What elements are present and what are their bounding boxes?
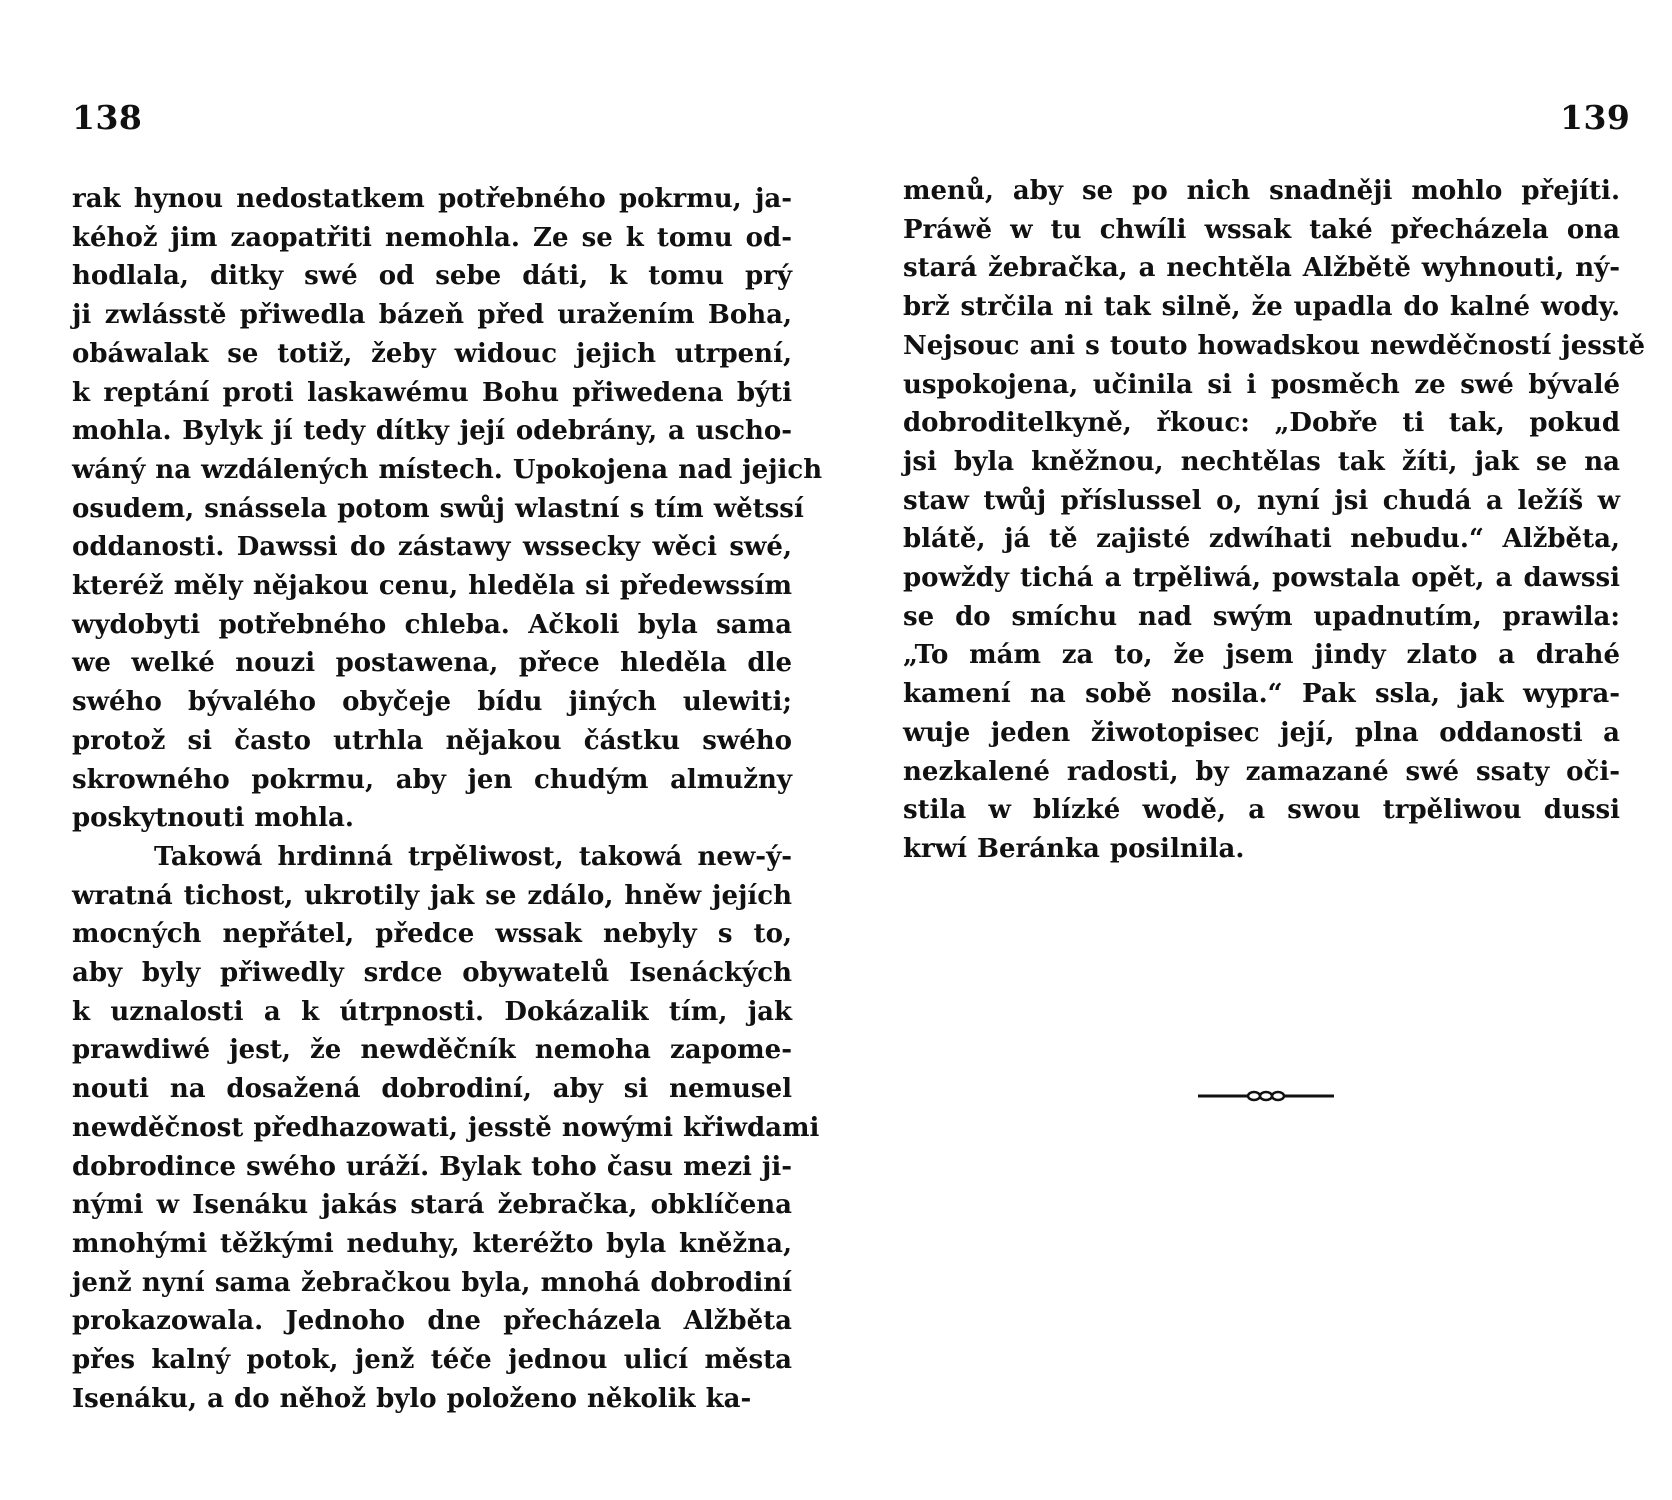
- page-number-right: 139: [1560, 98, 1631, 137]
- end-ornament-icon: [1196, 1086, 1336, 1106]
- text-line: dobrodince swého uráží. Bylak toho času mezi ji-: [72, 1151, 792, 1182]
- text-line: staw twůj příslussel o, nyní jsi chudá a ležíš w: [903, 485, 1620, 516]
- text-line: wáný na wzdálených místech. Upokojena nad jejich: [72, 454, 823, 485]
- text-line: nými w Isenáku jakás stará žebračka, obklíčena: [72, 1190, 792, 1221]
- text-line: mnohými těžkými neduhy, kteréžto byla kněžna,: [72, 1228, 792, 1259]
- text-line: swého bývalého obyčeje bídu jiných ulewiti;: [72, 687, 792, 718]
- left-page-text: [72, 180, 823, 1419]
- text-line: kteréž měly nějakou cenu, hleděla si předewssím: [72, 571, 792, 602]
- text-line: Isenáku, a do něhož bylo položeno několik ka-: [72, 1383, 752, 1414]
- text-line: krwí Beránka posilnila.: [903, 833, 1245, 864]
- text-line: protož si často utrhla nějakou částku swého: [72, 725, 792, 756]
- text-line: dobroditelkyně, řkouc: „Dobře ti tak, pokud: [903, 408, 1620, 439]
- text-line: brž strčila ni tak silně, že upadla do kalné wody.: [903, 292, 1620, 323]
- text-line: skrowného pokrmu, aby jen chudým almužny: [72, 764, 792, 795]
- text-line: uspokojena, učinila si i posměch ze swé bývalé: [903, 369, 1620, 400]
- text-line: wratná tichost, ukrotily jak se zdálo, hněw jejích: [72, 880, 792, 911]
- text-line: powždy tichá a trpěliwá, powstala opět, a dawssi: [903, 563, 1620, 594]
- text-line: Nejsouc ani s touto howadskou newděčností jesstě: [903, 330, 1646, 361]
- text-line: „To mám za to, že jsem jindy zlato a drahé: [903, 640, 1620, 671]
- text-line: blátě, já tě zajisté zdwíhati nebudu.“ Alžběta,: [903, 524, 1620, 555]
- text-line: ji zwlásstě přiwedla bázeň před uražením Boha,: [72, 300, 792, 331]
- text-line: poskytnouti mohla.: [72, 803, 354, 834]
- text-line: osudem, snássela potom swůj wlastní s tím wětssí: [72, 493, 804, 524]
- text-line: prawdiwé jest, že newděčník nemoha zapome-: [72, 1035, 792, 1066]
- text-line: kamení na sobě nosila.“ Pak ssla, jak wypra-: [903, 679, 1620, 710]
- text-line: jsi byla kněžnou, nechtělas tak žíti, jak se na: [903, 446, 1620, 477]
- text-line: Práwě w tu chwíli wssak také přecházela ona: [903, 214, 1620, 245]
- text-line: se do smíchu nad swým upadnutím, prawila:: [903, 601, 1620, 632]
- page-number-left: 138: [72, 98, 143, 137]
- text-line: k reptání proti laskawému Bohu přiwedena býti: [72, 377, 792, 408]
- text-line: aby byly přiwedly srdce obywatelů Isenáckých: [72, 958, 792, 989]
- text-line: jenž nyní sama žebračkou byla, mnohá dobrodiní: [72, 1267, 792, 1298]
- text-line: nouti na dosažená dobrodiní, aby si nemusel: [72, 1074, 792, 1105]
- text-line: we welké nouzi postawena, přece hleděla dle: [72, 648, 792, 679]
- text-line: wuje jeden žiwotopisec její, plna oddanosti a: [903, 717, 1620, 748]
- text-line: kéhož jim zaopatřiti nemohla. Ze se k tomu od-: [72, 222, 792, 253]
- text-line: nezkalené radosti, by zamazané swé ssaty oči-: [903, 756, 1620, 787]
- text-line: prokazowala. Jednoho dne přecházela Alžběta: [72, 1306, 792, 1337]
- text-line: mocných nepřátel, předce wssak nebyly s to,: [72, 919, 792, 950]
- text-line: stila w blízké wodě, a swou trpěliwou dussi: [903, 795, 1620, 826]
- text-line: Takowá hrdinná trpěliwost, takowá new-ý-: [154, 841, 792, 872]
- text-line: oddanosti. Dawssi do zástawy wssecky wěci swé,: [72, 532, 792, 563]
- text-line: wydobyti potřebného chleba. Ačkoli byla sama: [72, 609, 792, 640]
- text-line: rak hynou nedostatkem potřebného pokrmu, ja-: [72, 184, 792, 214]
- text-line: k uznalosti a k útrpnosti. Dokázalik tím, jak: [72, 996, 792, 1027]
- text-line: newděčnost předhazowati, jesstě nowými křiwdami: [72, 1112, 820, 1143]
- text-line: obáwalak se totiž, žeby widouc jejich utrpení,: [72, 338, 792, 369]
- text-line: menů, aby se po nich snadněji mohlo přejíti.: [903, 176, 1620, 206]
- right-page-text: [903, 172, 1646, 869]
- text-line: mohla. Bylyk jí tedy dítky její odebrány, a uscho-: [72, 416, 792, 447]
- text-line: hodlala, ditky swé od sebe dáti, k tomu prý: [72, 261, 792, 292]
- text-line: stará žebračka, a nechtěla Alžbětě wyhnouti, ný-: [903, 253, 1620, 284]
- text-line: přes kalný potok, jenž téče jednou ulicí města: [72, 1345, 792, 1376]
